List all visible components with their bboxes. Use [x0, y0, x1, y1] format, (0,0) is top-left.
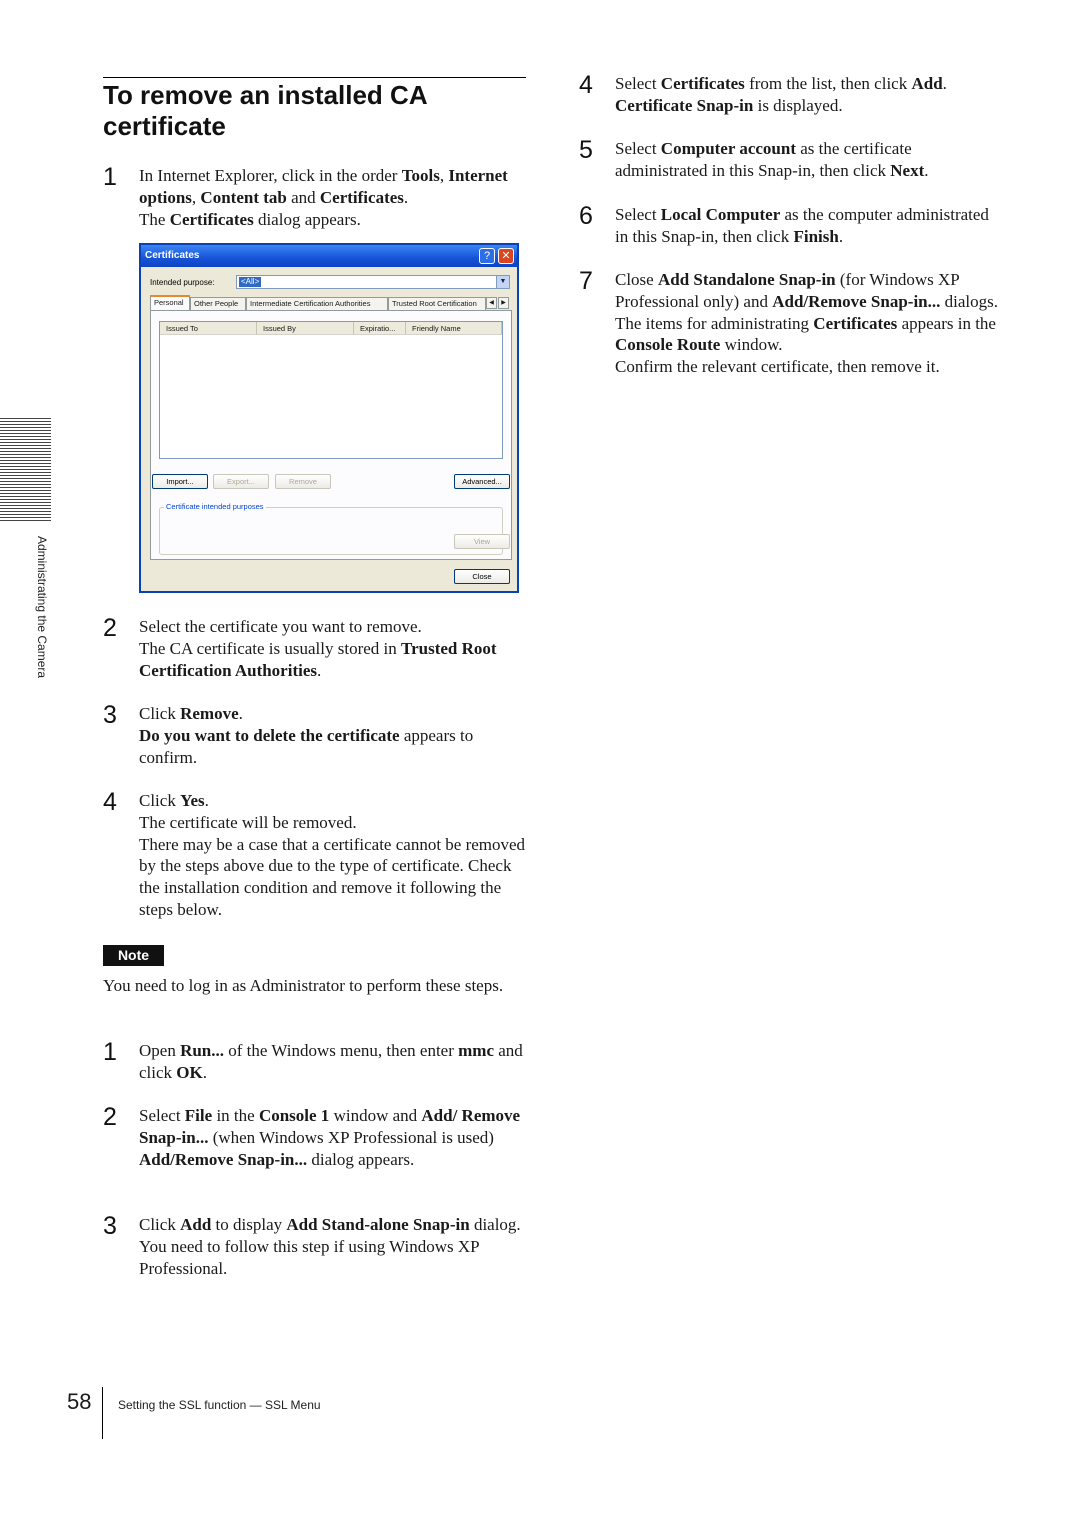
chevron-down-icon[interactable]: ▼ — [496, 276, 509, 288]
advanced-button[interactable]: Advanced... — [454, 474, 510, 489]
step-text: Click Remove. Do you want to delete the certificate appears to confirm. — [139, 704, 474, 767]
remove-button[interactable]: Remove — [275, 474, 331, 489]
page-number: 58 — [67, 1389, 92, 1414]
import-button[interactable]: Import... — [152, 474, 208, 489]
footer-section-title: Setting the SSL function — SSL Menu — [118, 1398, 321, 1412]
step-number: 3 — [103, 1212, 117, 1240]
step-number: 6 — [579, 202, 593, 230]
tab-panel — [150, 310, 512, 560]
export-button[interactable]: Export... — [213, 474, 269, 489]
column-friendly-name[interactable]: Friendly Name — [406, 322, 502, 335]
step-number: 7 — [579, 267, 593, 295]
step-number: 5 — [579, 136, 593, 164]
tab-scroll-right-icon[interactable]: ▶ — [498, 297, 509, 309]
close-icon[interactable]: ✕ — [498, 248, 514, 264]
step-text: Select Local Computer as the computer administrated in this Snap-in, then click Finish. — [615, 205, 989, 246]
step-number: 4 — [579, 71, 593, 99]
intended-purpose-value: <All> — [241, 277, 260, 286]
column-issued-to[interactable]: Issued To — [160, 322, 257, 335]
step-number: 4 — [103, 788, 117, 816]
step-text: Select File in the Console 1 window and Add/ Remove Snap-in... (when Windows XP Professional is used) Add/Remove Snap-in... dialog appears. — [139, 1106, 521, 1169]
column-issued-by[interactable]: Issued By — [257, 322, 354, 335]
tab-strip — [150, 295, 510, 311]
intended-purpose-select[interactable] — [236, 275, 510, 289]
certificate-list[interactable] — [159, 321, 503, 459]
intended-purpose-label: Intended purpose: — [150, 278, 215, 287]
step-text: Click Add to display Add Stand-alone Snap-in dialog. You need to follow this step if using Windows XP Professional. — [139, 1215, 521, 1278]
step-text: Open Run... of the Windows menu, then enter mmc and click OK. — [139, 1041, 523, 1082]
step-number: 1 — [103, 1038, 117, 1066]
step-text: Close Add Standalone Snap-in (for Windows XP Professional only) and Add/Remove Snap-in... dialogs. The items for administrating Certificates appears in the Console Route window. Confirm the relevant certificate, then remove it. — [615, 270, 998, 377]
group-label: Certificate intended purposes — [166, 502, 264, 511]
column-expiration[interactable]: Expiratio... — [354, 322, 406, 335]
tab-personal[interactable]: Personal — [150, 295, 190, 311]
step-number: 2 — [103, 614, 117, 642]
side-tab-marker — [0, 418, 51, 521]
step-text: In Internet Explorer, click in the order Tools, Internet options, Content tab and Certificates. The Certificates dialog appears. — [139, 166, 508, 229]
view-button[interactable]: View — [454, 534, 510, 549]
step-text: Click Yes. The certificate will be removed. There may be a case that a certificate cannot be removed by the steps above due to the type of certificate. Check the installation condition and remove it following the steps below. — [139, 791, 526, 919]
step-number: 1 — [103, 163, 117, 191]
tab-other-people[interactable]: Other People — [190, 297, 246, 310]
close-button[interactable]: Close — [454, 569, 510, 584]
dialog-title: Certificates — [141, 245, 517, 267]
certificates-dialog — [139, 243, 519, 593]
step-number: 2 — [103, 1103, 117, 1131]
side-tab-label: Administrating the Camera — [35, 536, 49, 679]
tab-scroll-left-icon[interactable]: ◀ — [486, 297, 497, 309]
heading-rule — [103, 77, 526, 78]
footer-divider — [102, 1387, 103, 1439]
intended-purposes-group — [159, 502, 503, 555]
tab-trusted-root[interactable]: Trusted Root Certification — [388, 297, 486, 310]
step-text: Select Certificates from the list, then click Add. Certificate Snap-in is displayed. — [615, 74, 947, 115]
step-number: 3 — [103, 701, 117, 729]
help-button[interactable]: ? — [479, 248, 495, 264]
step-text: Select Computer account as the certificate administrated in this Snap-in, then click Next. — [615, 139, 929, 180]
note-badge: Note — [103, 945, 164, 966]
step-text: Select the certificate you want to remove. The CA certificate is usually stored in Trusted Root Certification Authorities. — [139, 617, 497, 680]
section-heading: To remove an installed CA certificate — [103, 80, 427, 141]
note-text: You need to log in as Administrator to perform these steps. — [103, 976, 504, 995]
tab-intermediate-ca[interactable]: Intermediate Certification Authorities — [246, 297, 388, 310]
